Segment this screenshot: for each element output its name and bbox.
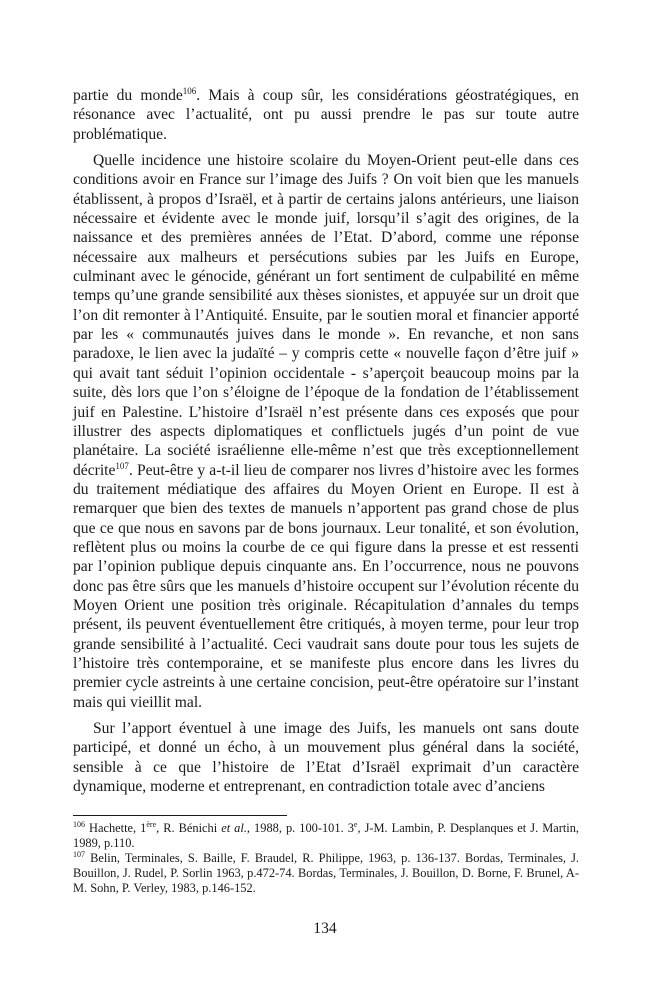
footnote-reference: 107	[115, 460, 129, 471]
footnotes	[73, 821, 579, 896]
body-text	[73, 86, 579, 796]
text-run: 1988, p. 100-101. 3	[250, 821, 354, 835]
footnote-reference: e	[353, 820, 358, 829]
footnote-number: 107	[73, 850, 85, 860]
footnote-reference: 106	[182, 86, 197, 96]
italic-text: et al.,	[221, 821, 251, 835]
page-number: 134	[313, 920, 337, 937]
text-run: Sur l’apport éventuel à une image des Juifs, les manuels ont sans doute participé, et donné un écho, à un mouvement plus général dans la société, sensible à ce que l’histoire de l’Etat d’Israël exprimait d’un caractère dynamique, moderne et entreprenant, en contradiction totale avec d’anciens	[73, 720, 579, 796]
text-run: . Mais à coup sûr, les considérations géostratégiques, en résonance avec l’actualité, ont pu aussi prendre le pas sur toute autre problématique.	[73, 87, 579, 143]
text-run: Belin, Terminales, S. Baille, F. Braudel, R. Philippe, 1963, p. 136-137. Bordas, Terminales, J. Bouillon, J. Rudel, P. Sorlin 1963, p.472-74. Bordas, Terminales, J. Bouillon, D. Borne, F. Brunel, A-M. Sohn, P. Verley, 1983, p.146-152.	[73, 851, 579, 896]
text-run: . Peut-être y a-t-il lieu de comparer nos livres d’histoire avec les formes du traitement médiatique des affaires du Moyen Orient en Europe. Il est à remarquer que bien des textes de manuels n’apportent pas grand chose de plus que ce que nous en savons par de bons journaux. Leur tonalité, et son évolution, reflètent plus ou moins la courbe de ce qui figure dans la presse et est ressenti par l’opinion publique depuis cinquante ans. En l’occurrence, nous ne pouvons donc pas être sûrs que les manuels d’histoire occupent sur l’évolution récente du Moyen Orient une position très originale. Récapitulation d’annales du temps présent, ils peuvent éventuellement être critiqués, à moyen terme, pour leur trop grande sensibilité à l’actualité. Ceci vaudrait sans doute pour tous les sujets de l’histoire très contemporaine, et se manifeste plus encore dans les livres du premier cycle astreints à une certaine concision, peut-être opératoire sur l’instant mais qui vieillit mal.	[73, 461, 579, 711]
text-run: partie du monde	[73, 87, 183, 104]
paragraph	[73, 719, 579, 796]
footnote-106	[73, 821, 579, 851]
text-run: Hachette, 1	[85, 821, 147, 835]
footnote-reference: ère	[146, 820, 157, 829]
text-run: , R. Bénichi	[156, 821, 222, 835]
footnote-number: 106	[73, 820, 85, 829]
paragraph	[73, 151, 579, 712]
footnote-107	[73, 851, 579, 896]
paragraph	[73, 86, 579, 144]
text-run: Quelle incidence une histoire scolaire du Moyen-Orient peut-elle dans ces conditions avoir en France sur l’image des Juifs ? On voit bien que les manuels établissent, à propos d’Israël, et à partir de certains jalons antérieurs, une liaison nécessaire et évidente avec le monde juif, lorsqu’il s’agit des origines, de la naissance et des premières années de l’Etat. D’abord, comme une réponse nécessaire aux malheurs et persécutions subies par les Juifs en Europe, culminant avec le génocide, générant un fort sentiment de culpabilité en même temps qu’une grande sensibilité aux thèses sionistes, et appuyée sur un droit que l’on dit remonter à l’Antiquité. Ensuite, par le soutien moral et financier apporté par les « communautés juives dans le monde ». En revanche, et non sans paradoxe, le lien avec la judaïté – y compris cette « nouvelle façon d’être juif » qui avait tant séduit l’opinion occidentale - s’aperçoit beaucoup moins par la suite, dès lors que l’on s’éloigne de l’époque de la fondation de l’établissement juif en Palestine. L’histoire d’Israël n’est présente dans ces exposés que pour illustrer des aspects diplomatiques et conflictuels jugés d’un point de vue planétaire. La société israélienne elle-même n’est que très exceptionnellement décrite	[73, 152, 579, 479]
text-run: , J-M. Lambin, P. Desplanques et J. Martin, 1989, p.110.	[73, 821, 580, 851]
footnote-separator	[73, 815, 287, 816]
